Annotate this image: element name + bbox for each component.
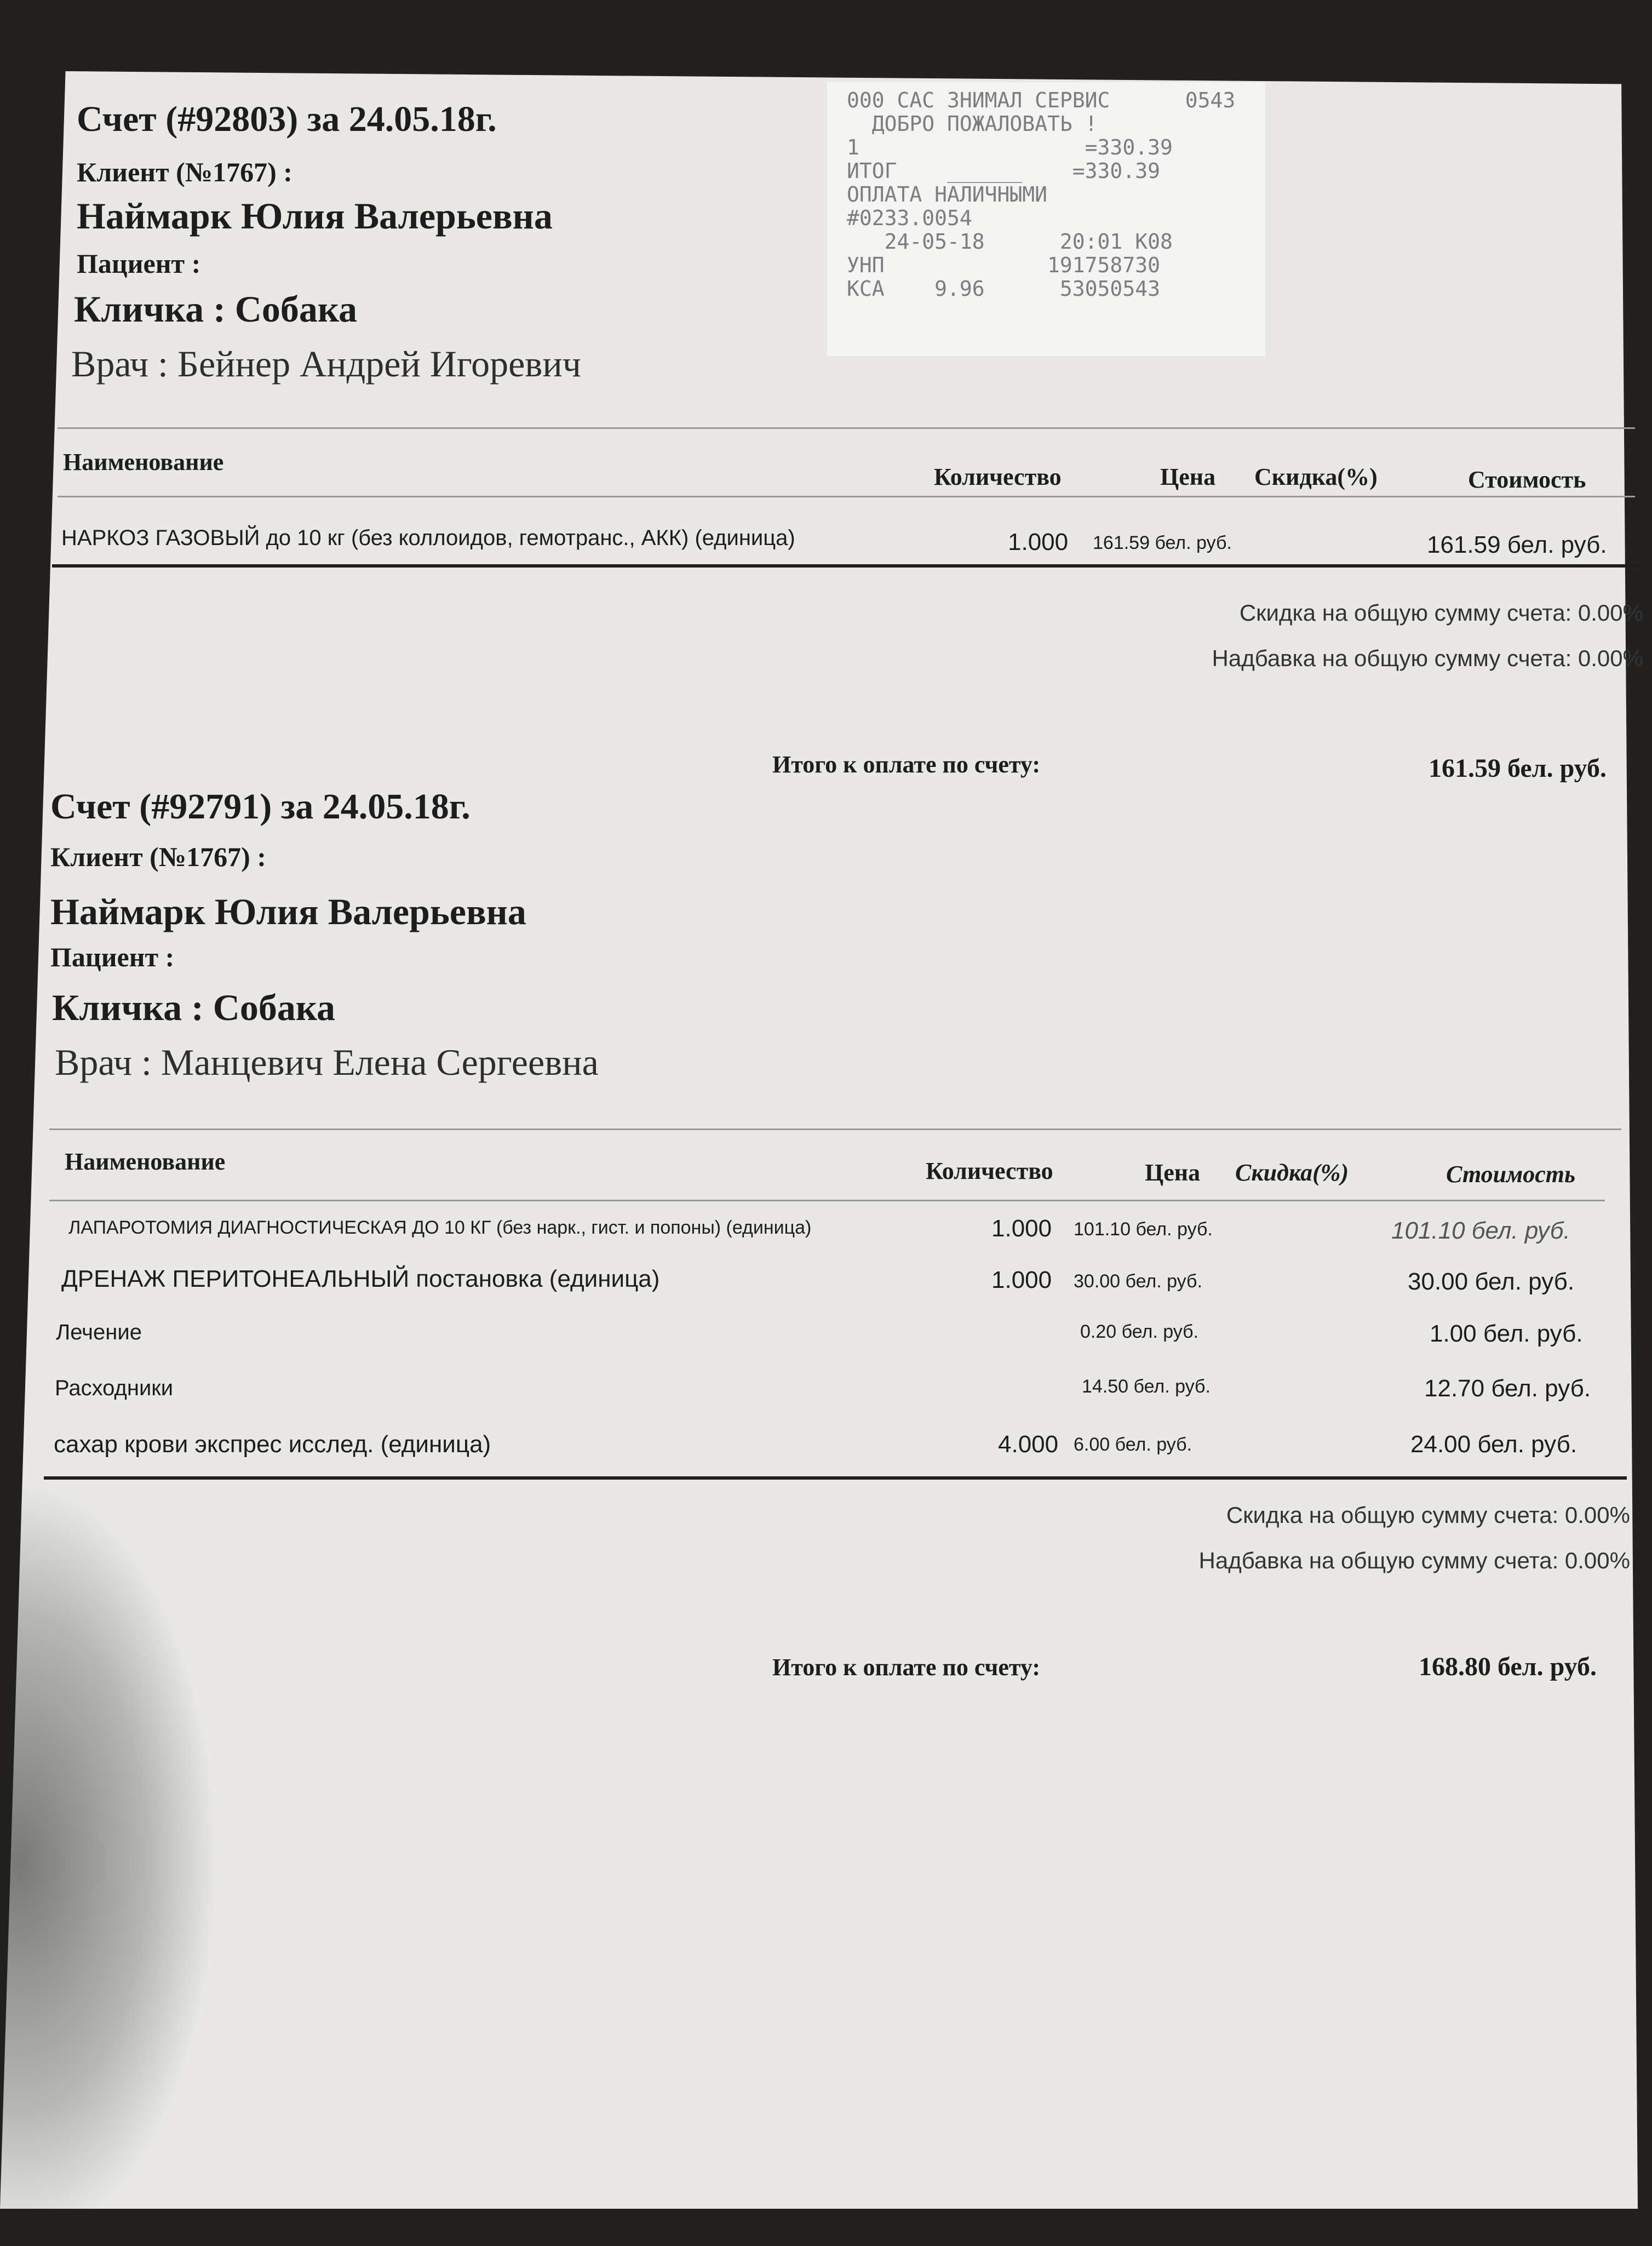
receipt-line: 24-05-18 20:01 К08: [847, 230, 1173, 254]
col-header-cost: Стоимость: [1468, 466, 1586, 493]
divider: [58, 427, 1635, 429]
table-row-name: Расходники: [55, 1376, 174, 1400]
total-value: 161.59 бел. руб.: [1429, 754, 1607, 783]
client-label: Клиент (№1767) :: [77, 157, 292, 187]
total-label: Итого к оплате по счету:: [772, 1654, 1040, 1681]
col-header-discount: Скидка(%): [1254, 463, 1378, 490]
client-name: Наймарк Юлия Валерьевна: [50, 891, 526, 932]
table-bottom-rule: [52, 564, 1643, 568]
table-row-price: 6.00 бел. руб.: [1074, 1434, 1192, 1455]
col-header-discount: Скидка(%): [1235, 1159, 1349, 1186]
col-header-name: Наименование: [63, 449, 224, 475]
table-row-cost: 12.70 бел. руб.: [1424, 1375, 1591, 1402]
table-row-name: ДРЕНАЖ ПЕРИТОНЕАЛЬНЫЙ постановка (единица): [61, 1265, 660, 1292]
discount-summary: Скидка на общую сумму счета: 0.00%: [1226, 1502, 1630, 1528]
invoice-title: Счет (#92791) за 24.05.18г.: [50, 787, 471, 827]
table-row-price: 0.20 бел. руб.: [1080, 1321, 1199, 1342]
table-row-price: 14.50 бел. руб.: [1082, 1376, 1211, 1397]
doctor-name: Врач : Манцевич Елена Сергеевна: [55, 1041, 599, 1083]
table-row-name: Лечение: [56, 1320, 142, 1344]
markup-summary: Надбавка на общую сумму счета: 0.00%: [1212, 645, 1643, 671]
divider: [49, 1128, 1621, 1130]
patient-nickname: Кличка : Собака: [52, 987, 336, 1028]
table-row-cost: 101.10 бел. руб.: [1391, 1217, 1570, 1244]
table-row-qty: 1.000: [991, 1215, 1052, 1242]
receipt-line: ДОБРО ПОЖАЛОВАТЬ !: [847, 112, 1098, 136]
table-row-price: 101.10 бел. руб.: [1074, 1219, 1213, 1240]
table-row-cost: 1.00 бел. руб.: [1430, 1320, 1583, 1347]
table-row-price: 30.00 бел. руб.: [1074, 1271, 1202, 1292]
doctor-name: Врач : Бейнер Андрей Игоревич: [71, 343, 581, 385]
receipt-line: УНП 191758730: [847, 253, 1160, 277]
cash-receipt: [827, 82, 1265, 356]
client-name: Наймарк Юлия Валерьевна: [77, 195, 553, 237]
col-header-price: Цена: [1160, 463, 1216, 490]
table-row-name: ЛАПАРОТОМИЯ ДИАГНОСТИЧЕСКАЯ ДО 10 КГ (без нарк., гист. и попоны) (единица): [68, 1217, 812, 1238]
divider: [49, 1200, 1605, 1201]
divider: [58, 496, 1635, 497]
receipt-line: ИТОГ ______ =330.39: [847, 159, 1160, 183]
discount-summary: Скидка на общую сумму счета: 0.00%: [1239, 600, 1643, 626]
client-label: Клиент (№1767) :: [50, 841, 266, 872]
total-value: 168.80 бел. руб.: [1419, 1652, 1597, 1681]
table-row-cost: 30.00 бел. руб.: [1408, 1268, 1575, 1295]
paper-sheet: [0, 71, 1638, 2209]
patient-nickname: Кличка : Собака: [74, 288, 358, 330]
hand-shadow: [0, 1479, 219, 2246]
receipt-line: #0233.0054: [847, 206, 972, 230]
table-row-name: сахар крови экспрес исслед. (единица): [54, 1431, 491, 1458]
markup-summary: Надбавка на общую сумму счета: 0.00%: [1198, 1548, 1630, 1573]
table-row-qty: 4.000: [998, 1431, 1059, 1458]
table-row-qty: 1.000: [1008, 529, 1069, 555]
receipt-line: 1 =330.39: [847, 135, 1173, 159]
total-label: Итого к оплате по счету:: [772, 751, 1040, 778]
patient-label: Пациент :: [50, 942, 175, 972]
receipt-line: КСА 9.96 53050543: [847, 277, 1160, 301]
table-row-price: 161.59 бел. руб.: [1093, 532, 1232, 553]
col-header-name: Наименование: [65, 1148, 226, 1175]
table-row-name: НАРКОЗ ГАЗОВЫЙ до 10 кг (без коллоидов, гемотранс., АКК) (единица): [61, 526, 795, 550]
col-header-cost: Стоимость: [1446, 1161, 1576, 1188]
patient-label: Пациент :: [77, 248, 201, 279]
receipt-line: ОПЛАТА НАЛИЧНЫМИ: [847, 182, 1048, 207]
table-row-cost: 161.59 бел. руб.: [1427, 531, 1607, 558]
table-row-cost: 24.00 бел. руб.: [1410, 1431, 1578, 1458]
receipt-line: 000 САС ЗНИМАЛ СЕРВИС 0543: [847, 88, 1236, 112]
col-header-qty: Количество: [934, 463, 1062, 490]
table-row-qty: 1.000: [991, 1267, 1052, 1293]
col-header-qty: Количество: [926, 1158, 1053, 1184]
col-header-price: Цена: [1145, 1159, 1201, 1186]
table-bottom-rule: [44, 1476, 1627, 1480]
invoice-title: Счет (#92803) за 24.05.18г.: [77, 99, 497, 139]
